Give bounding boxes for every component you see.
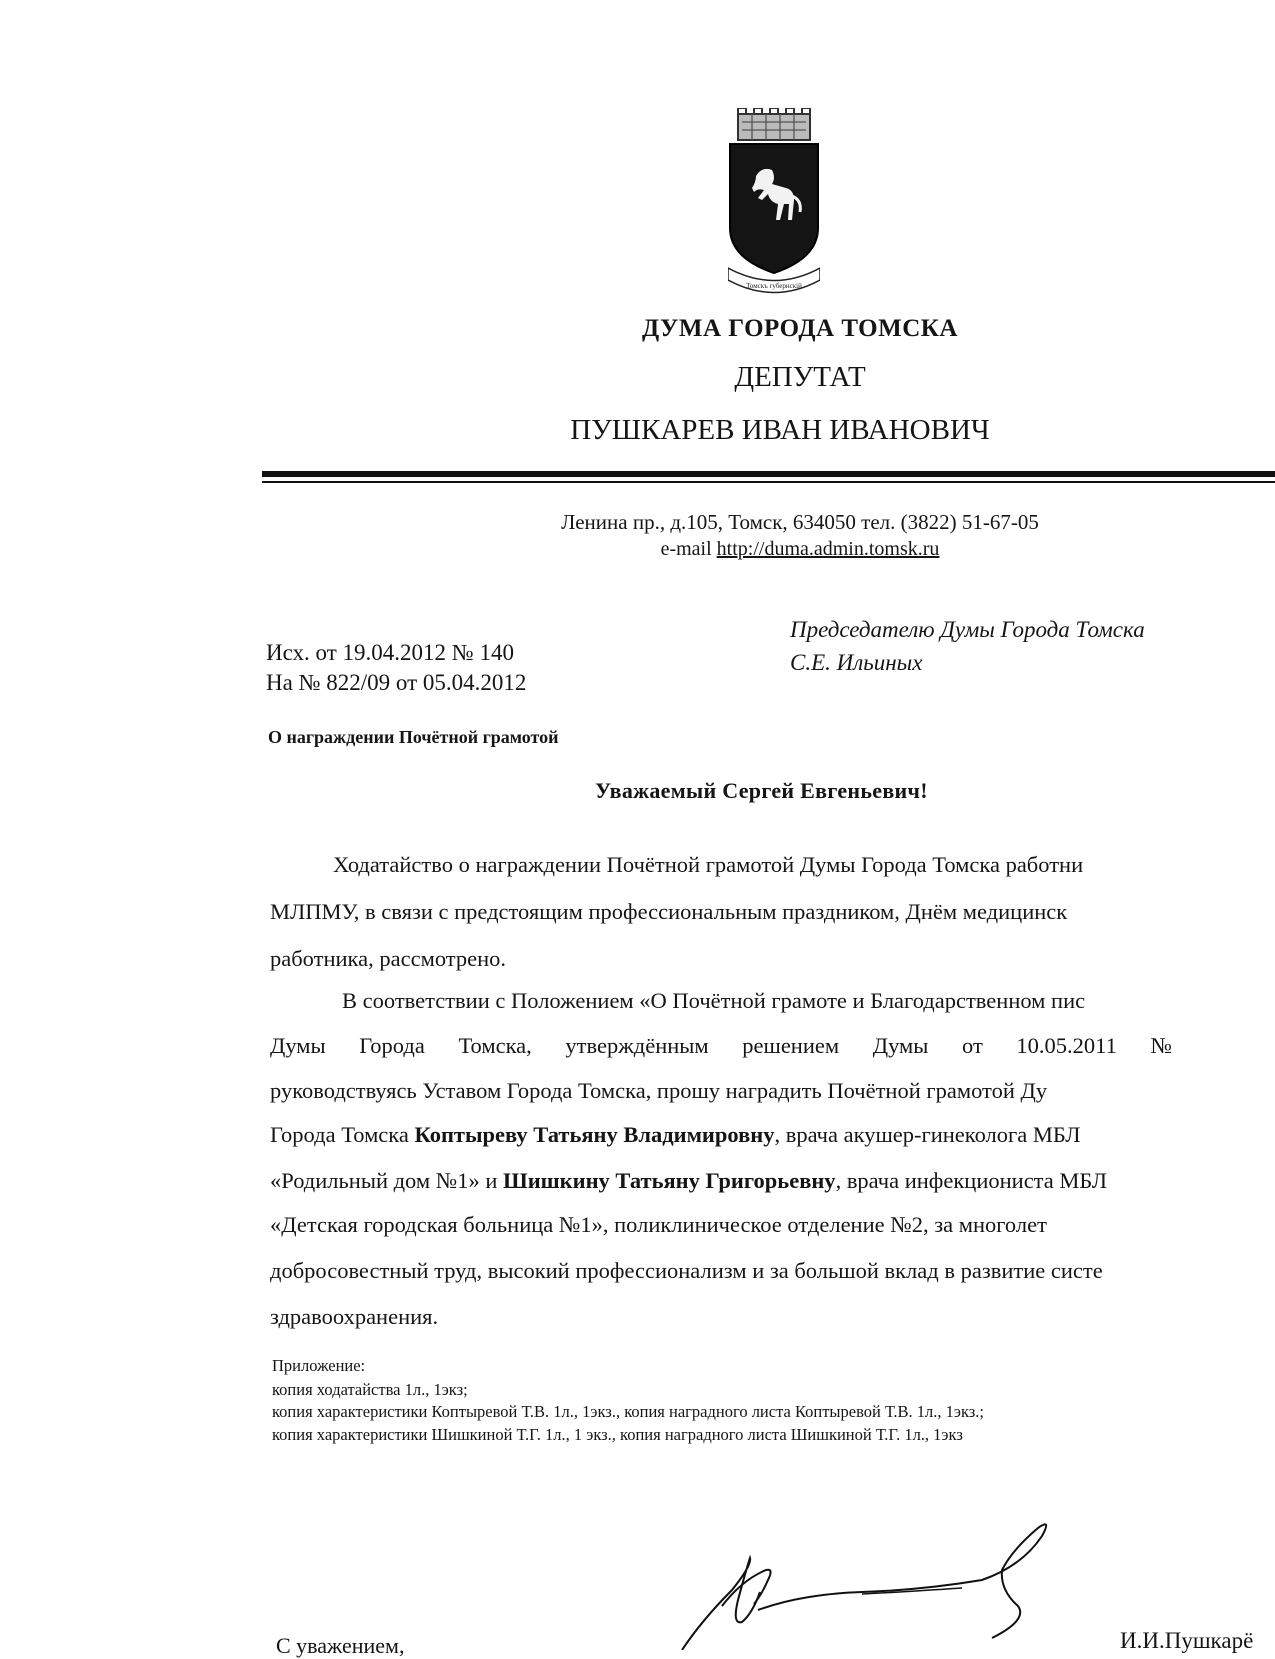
body-line: Ходатайство о награждении Почётной грамотой Думы Города Томска работни [333, 852, 1084, 877]
signature-icon [662, 1510, 1122, 1650]
body-text: Города Томска [270, 1122, 415, 1147]
body-line: Думы Города Томска, утверждённым решением Думы от 10.05.2011 № [270, 1033, 1172, 1058]
contact-email [470, 538, 1130, 561]
body-text: , врача инфекциониста МБЛ [835, 1168, 1108, 1193]
body-line: работника, рассмотрено. [270, 946, 507, 971]
signer-name: И.И.Пушкарё [1120, 1628, 1254, 1653]
deputy-name: ПУШКАРЕВ ИВАН ИВАНОВИЧ [570, 414, 990, 446]
body-line: здравоохранения. [270, 1304, 439, 1329]
awardee-name-2: Шишкину Татьяну Григорьевну [503, 1168, 836, 1193]
shield-icon [730, 144, 818, 273]
contact-address: Ленина пр., д.105, Томск, 634050 тел. (3822) 51-67-05 [561, 510, 1039, 534]
position-title: ДЕПУТАТ [734, 361, 866, 393]
awardee-name-1: Коптыреву Татьяну Владимировну [414, 1122, 775, 1147]
crown-icon [738, 108, 810, 140]
emblem-motto: Томскъ губернскiй [746, 282, 802, 290]
body-line: В соответствии с Положением «О Почётной грамоте и Благодарственном пис [342, 988, 1086, 1013]
attachment-item: копия ходатайства 1л., 1экз; [272, 1380, 468, 1399]
city-emblem [728, 108, 820, 303]
body-line: добросовестный труд, высокий профессионализм и за большой вклад в развитие систе [270, 1258, 1103, 1283]
closing-phrase: С уважением, [276, 1633, 405, 1658]
organization-title: ДУМА ГОРОДА ТОМСКА [642, 315, 958, 342]
email-link[interactable]: http://duma.admin.tomsk.ru [716, 538, 940, 560]
body-line: руководствуясь Уставом Города Томска, прошу наградить Почётной грамотой Ду [270, 1078, 1048, 1103]
header-divider-thin [262, 481, 1275, 483]
body-line: «Детская городская больница №1», поликлиническое отделение №2, за многолет [270, 1212, 1047, 1237]
salutation: Уважаемый Сергей Евгеньевич! [595, 778, 928, 803]
body-line: МЛПМУ, в связи с предстоящим профессиональным праздником, Днём медицинск [270, 899, 1068, 924]
letter-subject: О награждении Почётной грамотой [268, 727, 559, 747]
attachments-title: Приложение: [272, 1356, 366, 1375]
recipient-name: С.Е. Ильиных [790, 650, 923, 675]
attachment-item: копия характеристики Коптыревой Т.В. 1л., 1экз., копия наградного листа Коптыревой Т.В. 1л., 1экз.; [272, 1402, 984, 1421]
outgoing-reference: Исх. от 19.04.2012 № 140 [266, 640, 514, 665]
attachment-item: копия характеристики Шишкиной Т.Г. 1л., 1 экз., копия наградного листа Шишкиной Т.Г. 1л., 1экз [272, 1425, 963, 1444]
header-divider [262, 471, 1275, 477]
incoming-reference: На № 822/09 от 05.04.2012 [266, 670, 527, 695]
body-text: , врача акушер-гинеколога МБЛ [774, 1122, 1081, 1147]
body-line [270, 1168, 1107, 1194]
recipient-title: Председателю Думы Города Томска [790, 617, 1145, 642]
body-line [270, 1122, 1080, 1148]
email-label: e-mail [660, 538, 712, 560]
body-text: «Родильный дом №1» и [270, 1168, 503, 1193]
